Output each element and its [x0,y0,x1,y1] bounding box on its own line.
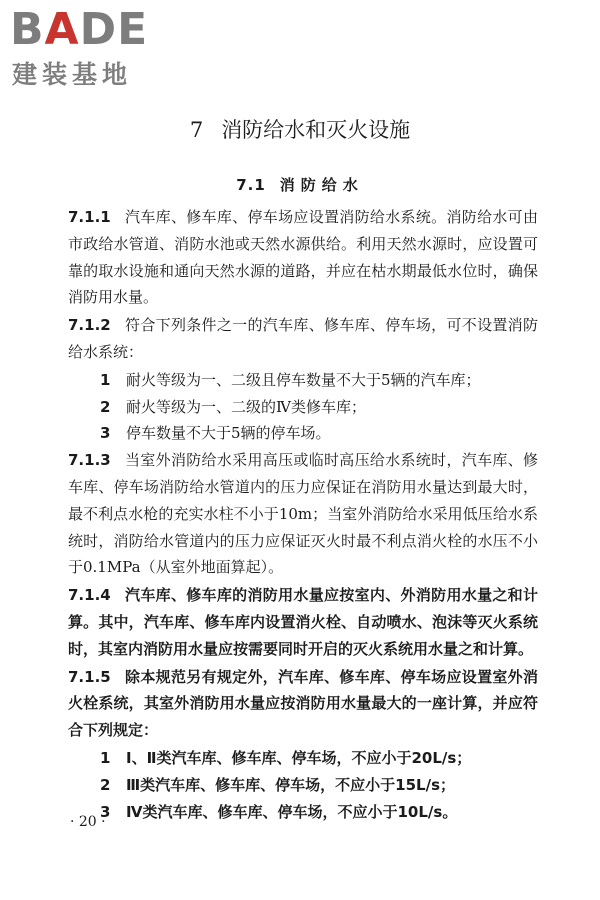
clause-text: 符合下列条件之一的汽车库、修车库、停车场，可不设置消防给水系统： [68,316,538,361]
clause-text: 汽车库、修车库的消防用水量应按室内、外消防用水量之和计算。其中，汽车库、修车库内设置消火栓、自动喷水、泡沫等灭火系统时，其室内消防用水量应按需要同时开启的灭火系统用水量之和计算。 [68,586,538,658]
list-item [68,394,538,421]
clause-number: 7.1.4 [68,586,111,605]
logo-letter-a: A [44,4,80,55]
item-number: 1 [100,748,111,767]
logo-letter-b: B [10,4,45,55]
chapter-number: 7 [189,118,204,142]
list-item [68,420,538,447]
section-heading [0,173,600,197]
item-number: 1 [100,370,111,389]
item-number: 2 [100,397,111,416]
list-item [68,745,538,772]
chapter-title: 消防给水和灭火设施 [221,118,411,142]
item-text: 耐火等级为一、二级的Ⅳ类修车库； [126,397,366,416]
item-text: Ⅳ类汽车库、修车库、停车场，不应小于10L/s。 [126,802,458,821]
section-title: 消防给水 [279,176,364,194]
item-text: 停车数量不大于5辆的停车场。 [126,424,331,443]
clause-text: 当室外消防给水采用高压或临时高压给水系统时，汽车库、修车库、停车场消防给水管道内的压力应保证在消防用水量达到最大时，最不利点水枪的充实水柱不小于10m；当室外消防给水采用低压给水系统时，消防给水管道内的压力应保证灭火时最不利点消火栓的水压不小于0.1MPa（从室外地面算起）。 [68,451,538,577]
logo-wordmark [10,4,148,56]
list-item [68,367,538,394]
clause-7-1-1 [68,204,538,311]
clause-number: 7.1.3 [68,451,111,470]
clause-number: 7.1.1 [68,208,111,226]
clause-7-1-3 [68,447,538,581]
clause-text: 汽车库、修车库、停车场应设置消防给水系统。消防给水可由市政给水管道、消防水池或天然水源供给。利用天然水源时，应设置可靠的取水设施和通向天然水源的道路，并应在枯水期最低水位时，确保消防用水量。 [68,208,538,307]
page-number: · 20 · [70,814,106,830]
list-item [68,772,538,799]
logo-subtitle: 建装基地 [12,60,133,89]
document-body [68,204,538,825]
logo-letters-de: DE [79,4,149,55]
clause-number: 7.1.5 [68,667,111,686]
item-text: 耐火等级为一、二级且停车数量不大于5辆的汽车库； [126,370,481,389]
item-text: Ⅰ、Ⅱ类汽车库、修车库、停车场，不应小于20L/s； [126,748,472,767]
list-item [68,799,538,826]
clause-7-1-4 [68,582,538,662]
clause-text: 除本规范另有规定外，汽车库、修车库、停车场应设置室外消火栓系统，其室外消防用水量应按消防用水量最大的一座计算，并应符合下列规定： [68,667,538,740]
clause-7-1-5 [68,664,538,744]
clause-7-1-2 [68,312,538,366]
item-number: 3 [100,802,111,821]
item-number: 2 [100,775,111,794]
item-number: 3 [100,424,111,443]
item-text: Ⅲ类汽车库、修车库、停车场，不应小于15L/s； [126,775,456,794]
section-number: 7.1 [236,176,266,194]
chapter-heading [0,115,600,145]
brand-logo [10,4,180,92]
clause-number: 7.1.2 [68,316,111,335]
